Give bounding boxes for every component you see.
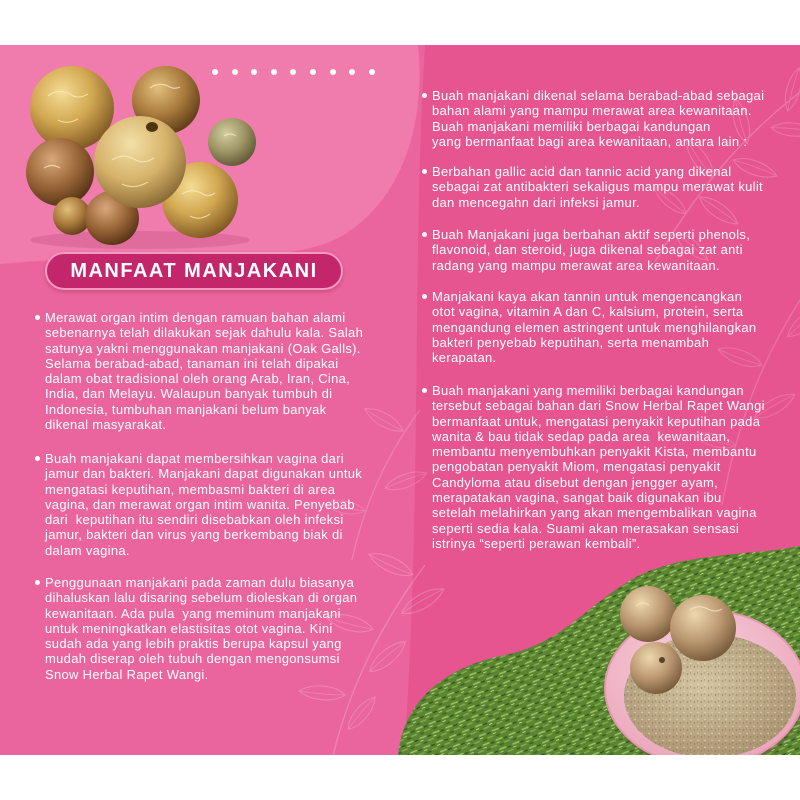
bullet-line: sudah ada yang lebih praktis berupa kapsul yang xyxy=(45,636,342,652)
right-bullet-5 xyxy=(432,383,765,551)
divider-dot xyxy=(330,69,336,75)
manjakani-fruit xyxy=(630,642,682,694)
right-bullet-4 xyxy=(432,289,756,365)
left-bullet-2 xyxy=(45,451,362,558)
bullet-line: Selama berabad-abad, tanaman ini telah dipakai xyxy=(45,355,339,371)
divider-dot xyxy=(212,69,218,75)
right-bullet-1 xyxy=(432,88,764,149)
manjakani-fruit xyxy=(26,138,94,206)
bullet-line: kewanitaan. Ada pula yang meminum manjakani xyxy=(45,605,341,621)
divider-dot xyxy=(232,69,238,75)
bullet-line: Buah manjakani memiliki berbagai kandungan xyxy=(432,118,711,134)
bullet-line: Buah manjakani dikenal selama berabad-abad sebagai xyxy=(432,88,765,103)
bullet-dot xyxy=(422,294,427,299)
dot-divider xyxy=(212,69,375,75)
bullet-line: setelah melahirkan yang akan mengembalikan vagina xyxy=(432,505,757,521)
bullet-dot xyxy=(422,169,427,174)
bullet-dot xyxy=(422,93,427,98)
divider-dot xyxy=(349,69,355,75)
bullet-line: membantu menyembuhkan penyakit Kista, membantu xyxy=(432,444,757,460)
bullet-line: Penggunaan manjakani pada zaman dulu biasanya xyxy=(45,575,355,590)
bullet-line: Merawat organ intim dengan ramuan bahan alami xyxy=(45,310,346,325)
bullet-line: Buah manjakani yang memiliki berbagai kandungan xyxy=(432,383,744,398)
bullet-line: kerapatan. xyxy=(432,350,497,366)
divider-dot xyxy=(369,69,375,75)
bullet-line: radang yang mampu merawat area kewanitaan. xyxy=(432,257,720,273)
bullet-line: jamur dan bakteri. Manjakani dapat digunakan untuk xyxy=(45,466,363,482)
bullet-line: Candyloma atau disebut dengan jengger ayam, xyxy=(432,474,719,490)
fruit-hole xyxy=(659,657,665,663)
bullet-line: istrinya “seperti perawan kembali”. xyxy=(432,535,641,551)
bullet-line: dan mencegahn dari infeksi jamur. xyxy=(432,194,640,210)
manjakani-fruit xyxy=(620,586,676,642)
right-bullet-3 xyxy=(432,227,750,273)
bullet-line: flavonoid, dan steroid, juga dikenal sebagai zat anti xyxy=(432,242,743,258)
divider-dot xyxy=(290,69,296,75)
bullet-line: India, dan Melayu. Walaupun banyak tumbuh di xyxy=(45,386,333,402)
right-bullet-2 xyxy=(432,164,763,210)
bullet-line: otot vagina, vitamin A dan C, kalsium, protein, serta xyxy=(432,304,744,320)
bullet-line: untuk meningkatkan elastisitas otot vagina. Kini xyxy=(45,620,333,636)
bullet-line: bermanfaat untuk, mengatasi penyakit keputihan pada xyxy=(432,413,761,429)
bullet-line: bakteri penyebab keputihan, serta menambah xyxy=(432,334,710,350)
bullet-line: Indonesia, tumbuhan manjakani belum banyak xyxy=(45,401,327,417)
bullet-line: sebagai zat antibakteri sekaligus mampu merawat kulit xyxy=(432,179,763,195)
bullet-line: merapatakan vagina, sangat baik digunakan ibu xyxy=(432,490,722,506)
bullet-line: pengobatan penyakit Miom, mengatasi penyakit xyxy=(432,459,721,475)
bullet-dot xyxy=(422,388,427,393)
page-title: MANFAAT MANJAKANI xyxy=(70,260,318,282)
left-bullet-1 xyxy=(45,310,363,432)
manjakani-fruit xyxy=(670,595,736,661)
bullet-line: jamur, bakteri dan virus yang berkembang biak di xyxy=(45,527,343,543)
bullet-line: wanita & bau tidak sedap pada area kewanitaan, xyxy=(432,428,731,444)
bullet-line: seperti sedia kala. Suami akan merasakan sensasi xyxy=(432,520,740,536)
divider-dot xyxy=(251,69,257,75)
fruit-hole xyxy=(146,122,158,132)
divider-dot xyxy=(310,69,316,75)
bullet-line: dalam vagina. xyxy=(45,542,130,558)
bullet-line: Buah Manjakani juga berbahan aktif seperti phenols, xyxy=(432,227,751,242)
bullet-line: mudah diserap oleh tubuh dengan mengonsumsi xyxy=(45,651,340,667)
bullet-line: mengandung elemen astringent untuk menghilangkan xyxy=(432,319,757,335)
bullet-line: dari keputihan itu sendiri disebabkan oleh infeksi xyxy=(45,512,344,528)
bullet-dot xyxy=(35,456,40,461)
bullet-line: Buah manjakani dapat membersihkan vagina dari xyxy=(45,451,344,466)
bullet-line: yang bermanfaat bagi area kewanitaan, antara lain : xyxy=(432,133,748,149)
bullet-dot xyxy=(422,232,427,237)
divider-dot xyxy=(271,69,277,75)
bullet-line: dalam obat tradisional oleh orang Arab, Iran, Cina, xyxy=(45,371,351,387)
bullet-line: tersebut sebagai bahan dari Snow Herbal Rapet Wangi xyxy=(432,398,765,414)
bullet-line: Berbahan gallic acid dan tannic acid yang dikenal xyxy=(432,164,732,179)
bullet-line: satunya yakni menggunakan manjakani (Oak Galls). xyxy=(45,340,361,356)
bullet-line: bahan alami yang mampu merawat area kewanitaan. xyxy=(432,103,752,119)
bullet-dot xyxy=(35,580,40,585)
manjakani-fruit xyxy=(208,118,256,166)
bullet-dot xyxy=(35,315,40,320)
title-badge xyxy=(45,252,343,290)
bullet-line: dikenal masyarakat. xyxy=(45,417,167,433)
bullet-line: mengatasi keputihan, membasmi bakteri di area xyxy=(45,481,336,497)
bullet-line: vagina, dan merawat organ intim wanita. Penyebab xyxy=(45,496,355,512)
bullet-line: dihaluskan lalu disaring sebelum dioleskan di organ xyxy=(45,590,358,606)
bullet-line: sebenarnya telah dilakukan sejak dahulu kala. Salah xyxy=(45,325,364,341)
bullet-line: Snow Herbal Rapet Wangi. xyxy=(45,666,209,682)
left-bullet-3 xyxy=(45,575,357,682)
bullet-line: Manjakani kaya akan tannin untuk mengencangkan xyxy=(432,289,743,304)
